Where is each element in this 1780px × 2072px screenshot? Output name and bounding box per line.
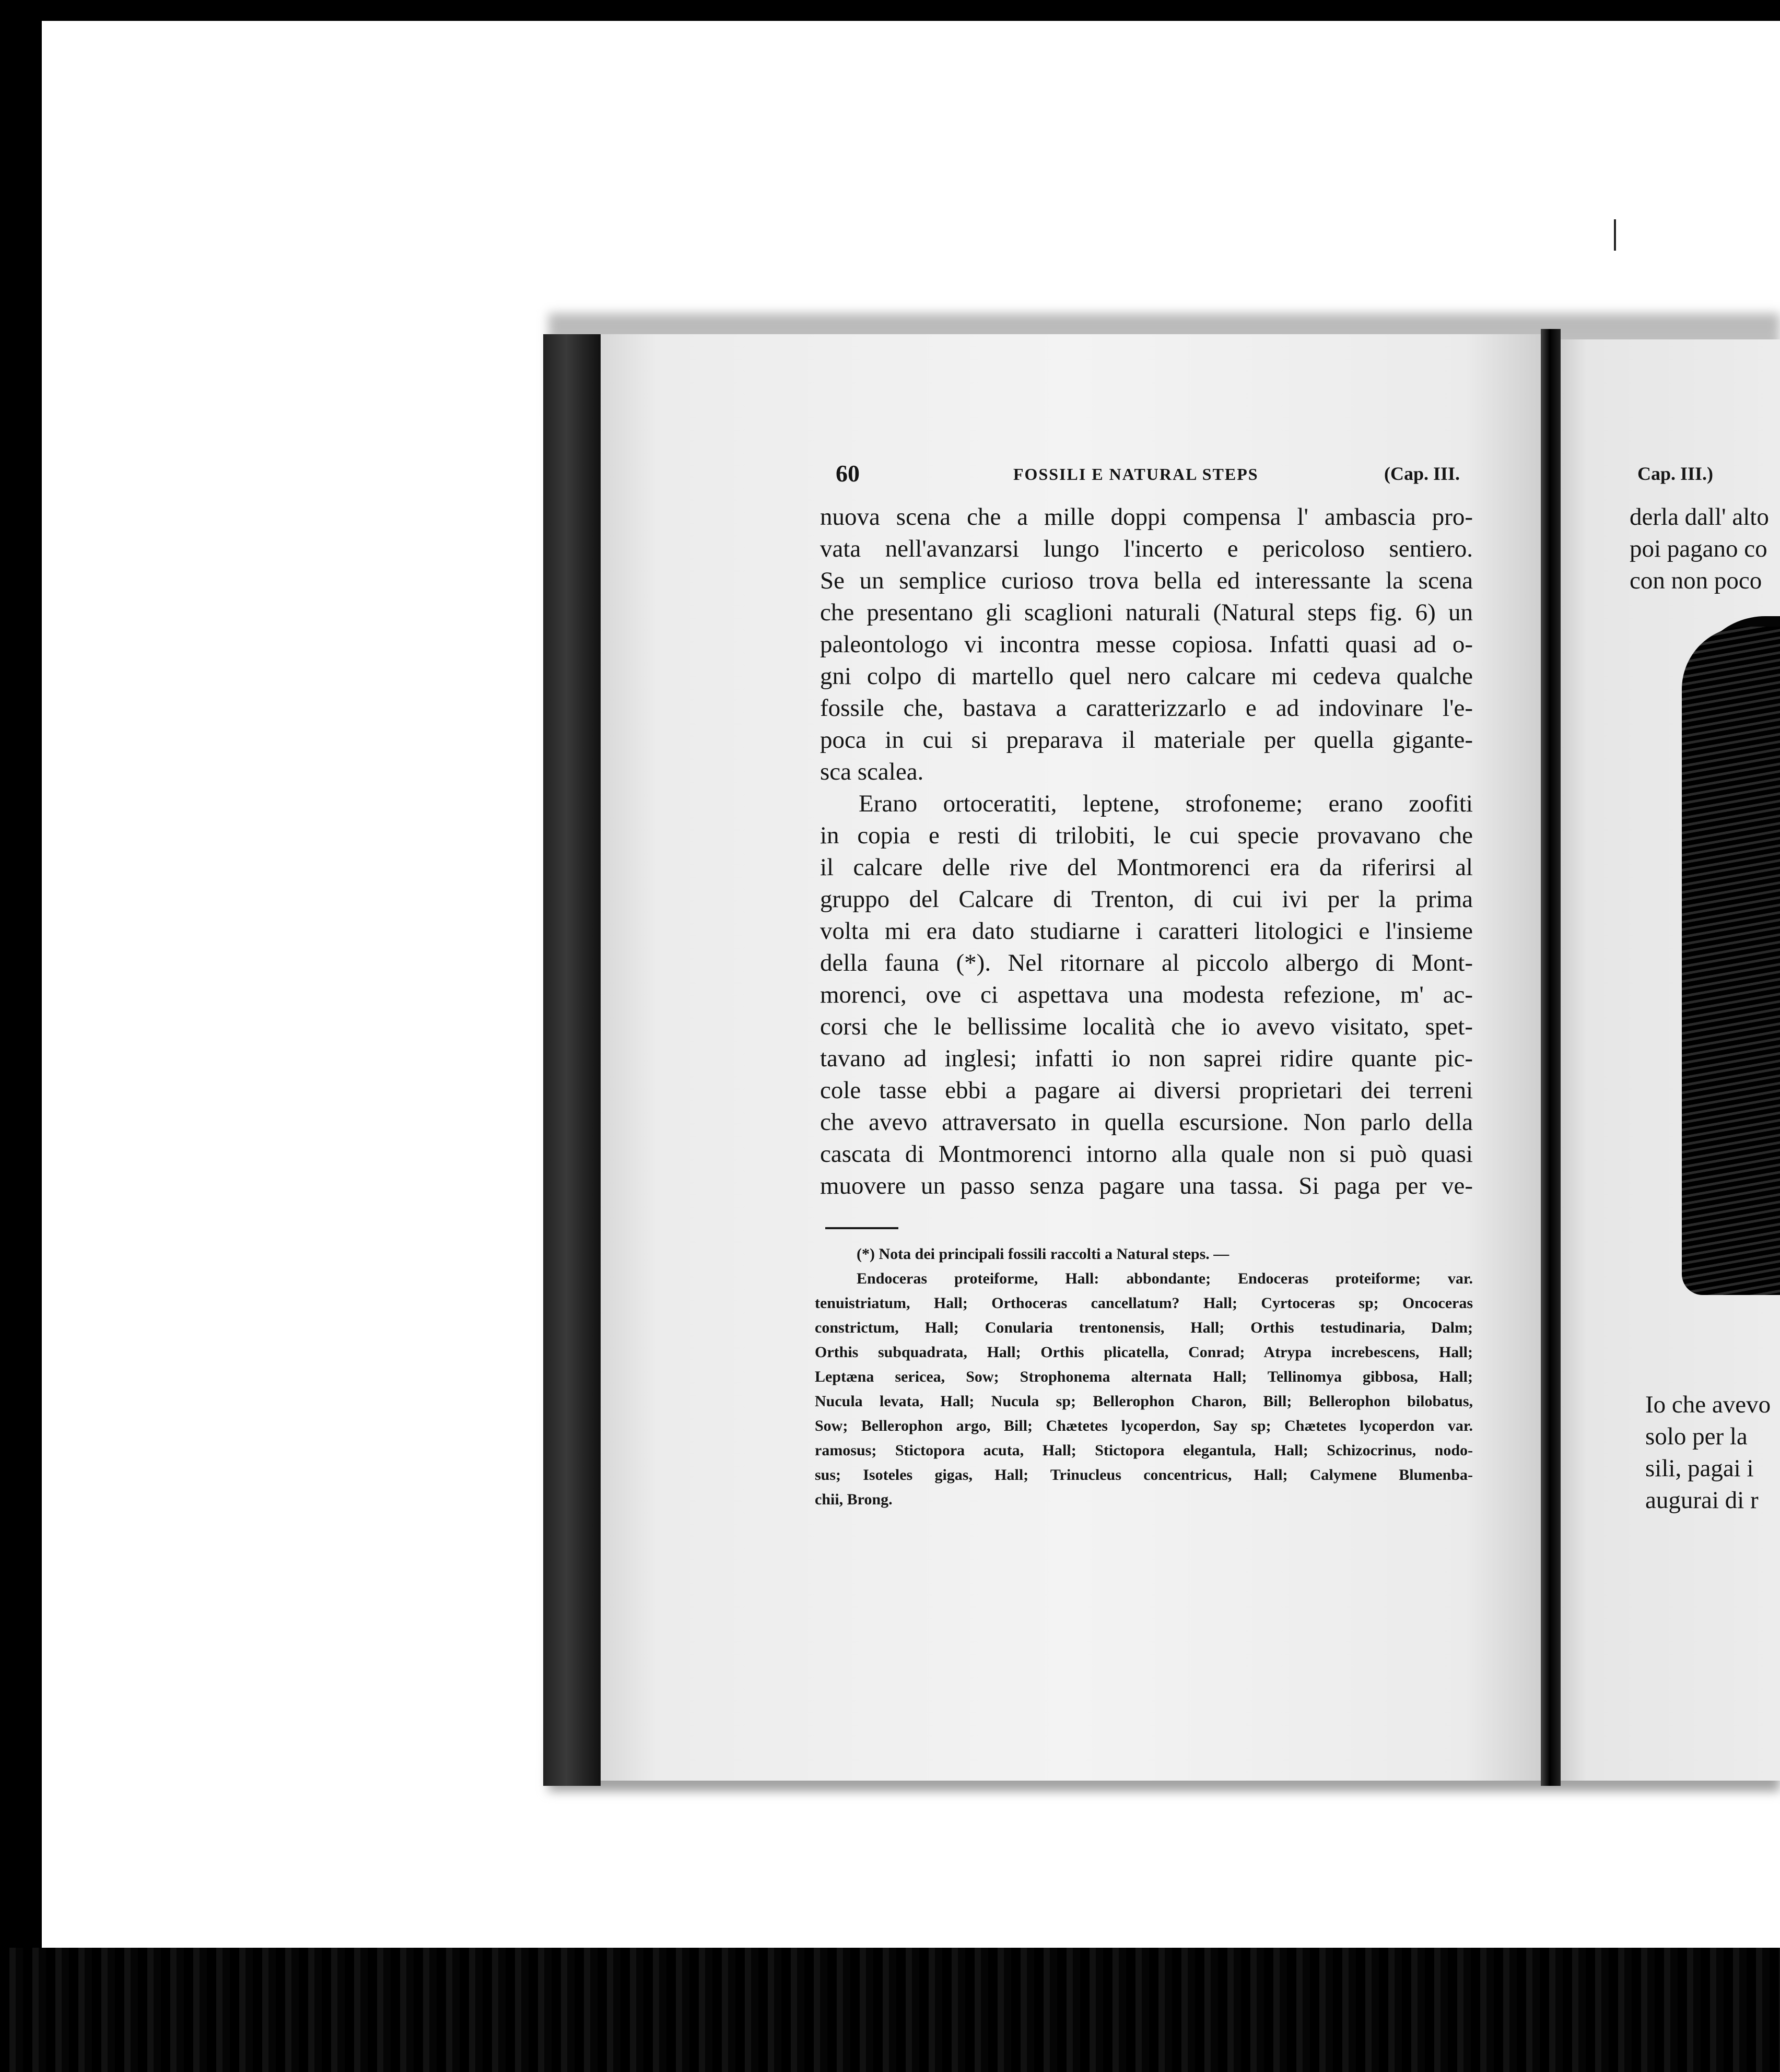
text-line: solo per la <box>1645 1423 1748 1450</box>
text-line: della fauna (*). Nel ritornare al piccolo albergo di Mont- <box>820 949 1473 976</box>
text-line: volta mi era dato studiarne i caratteri litologici e l'insieme <box>820 917 1473 945</box>
text-line: derla dall' alto <box>1630 503 1769 531</box>
footnote-rule <box>825 1227 898 1229</box>
footnote-line: Nucula levata, Hall; Nucula sp; Bellerophon Charon, Bill; Bellerophon bilobatus, <box>815 1393 1473 1410</box>
text-line: sili, pagai i <box>1645 1455 1754 1482</box>
right-page-chapter: Cap. III.) <box>1637 463 1714 484</box>
text-line: il calcare delle rive del Montmorenci era da riferirsi al <box>820 854 1473 881</box>
left-page-header <box>836 460 1462 491</box>
text-line: nuova scena che a mille doppi compensa l' ambascia pro- <box>820 503 1473 531</box>
footnote-line: (*) Nota dei principali fossili raccolti a Natural steps. — <box>857 1245 1229 1263</box>
footnote-line: chii, Brong. <box>815 1491 893 1508</box>
footnote-line: ramosus; Stictopora acuta, Hall; Stictopora elegantula, Hall; Schizocrinus, nodo- <box>815 1442 1473 1459</box>
text-line: cascata di Montmorenci intorno alla quale non si può quasi <box>820 1140 1473 1168</box>
text-line: morenci, ove ci aspettava una modesta refezione, m' ac- <box>820 981 1473 1008</box>
footnotes <box>815 1242 1473 1512</box>
text-line: cole tasse ebbi a pagare ai diversi proprietari dei terreni <box>820 1077 1473 1104</box>
woodcut-illustration <box>1682 627 1780 1295</box>
text-line: che presentano gli scaglioni naturali (Natural steps fig. 6) un <box>820 599 1473 626</box>
footnote-line: sus; Isoteles gigas, Hall; Trinucleus concentricus, Hall; Calymene Blumenba- <box>815 1466 1473 1484</box>
page-number: 60 <box>836 460 860 487</box>
left-page-body <box>820 501 1473 1202</box>
text-line: corsi che le bellissime località che io avevo visitato, spet- <box>820 1013 1473 1040</box>
text-line: fossile che, bastava a caratterizzarlo e ad indovinare l'e- <box>820 694 1473 722</box>
text-line: Io che avevo <box>1645 1391 1771 1418</box>
text-line: Erano ortoceratiti, leptene, strofoneme; erano zoofiti <box>859 790 1473 817</box>
text-line: poca in cui si preparava il materiale per quella gigante- <box>820 726 1473 754</box>
book-cover-edge <box>543 334 601 1786</box>
running-title: FOSSILI E NATURAL STEPS <box>1013 465 1259 484</box>
text-line: tavano ad inglesi; infatti io non saprei ridire quante pic- <box>820 1045 1473 1072</box>
footnote-line: Sow; Bellerophon argo, Bill; Chætetes lycoperdon, Say sp; Chætetes lycoperdon var. <box>815 1417 1473 1434</box>
footnote-line: Leptæna sericea, Sow; Strophonema alternata Hall; Tellinomya gibbosa, Hall; <box>815 1368 1473 1385</box>
chapter-label: (Cap. III. <box>1384 463 1460 484</box>
text-line: augurai di r <box>1645 1487 1759 1514</box>
text-line: che avevo attraversato in quella escursione. Non parlo della <box>820 1109 1473 1136</box>
text-line: con non poco <box>1630 567 1762 594</box>
text-line: in copia e resti di trilobiti, le cui specie provavano che <box>820 822 1473 849</box>
text-line: gruppo del Calcare di Trenton, di cui ivi per la prima <box>820 886 1473 913</box>
text-line: paleontologo vi incontra messe copiosa. Infatti quasi ad o- <box>820 631 1473 658</box>
text-line: sca scalea. <box>820 758 924 785</box>
text-line: poi pagano co <box>1630 535 1767 562</box>
book-gutter <box>1541 329 1561 1786</box>
text-line: vata nell'avanzarsi lungo l'incerto e pericoloso sentiero. <box>820 535 1473 562</box>
footnote-line: Endoceras proteiforme, Hall: abbondante; Endoceras proteiforme; var. <box>857 1270 1473 1287</box>
right-page-top-text <box>1630 501 1780 597</box>
scan-speck <box>1614 219 1616 251</box>
footnote-line: constrictum, Hall; Conularia trentonensis, Hall; Orthis testudinaria, Dalm; <box>815 1319 1473 1336</box>
text-line: Se un semplice curioso trova bella ed interessante la scena <box>820 567 1473 594</box>
text-line: gni colpo di martello quel nero calcare mi cedeva qualche <box>820 663 1473 690</box>
scan-bottom-edge <box>0 1948 1780 2072</box>
right-page-bottom-text <box>1645 1389 1780 1516</box>
text-line: muovere un passo senza pagare una tassa. Si paga per ve- <box>820 1172 1473 1199</box>
footnote-line: tenuistriatum, Hall; Orthoceras cancellatum? Hall; Cyrtoceras sp; Oncoceras <box>815 1294 1473 1312</box>
footnote-line: Orthis subquadrata, Hall; Orthis plicatella, Conrad; Atrypa increbescens, Hall; <box>815 1344 1473 1361</box>
